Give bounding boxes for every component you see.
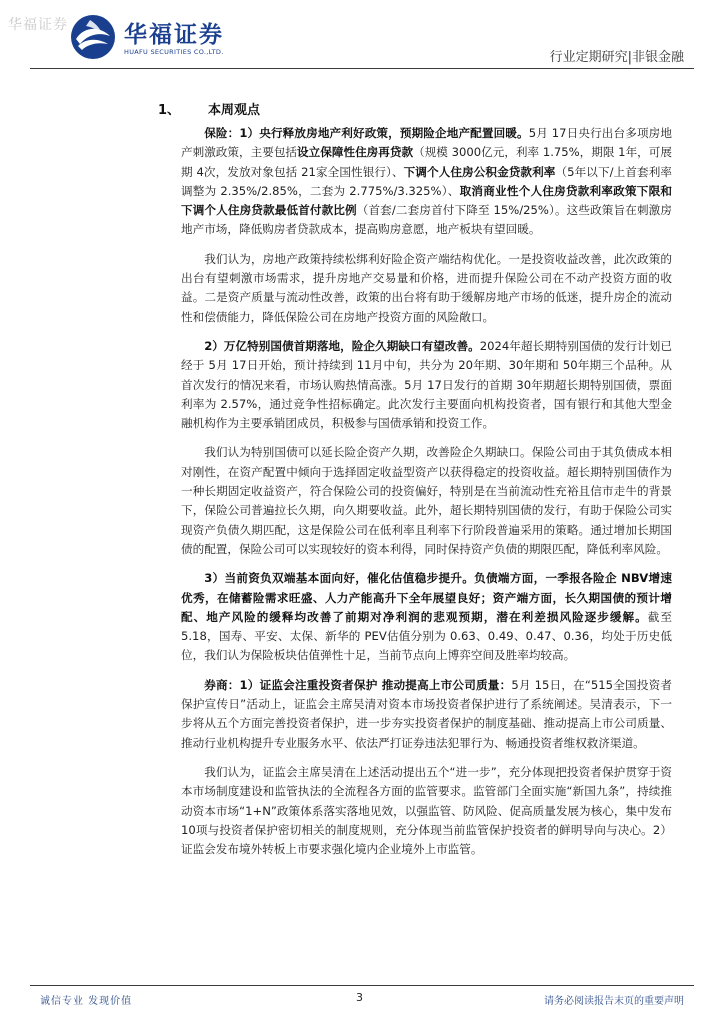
page-number: 3 [356,991,363,1004]
huafu-logo-icon [70,14,116,60]
text-segment: （规模 3000亿元，利率 1.75%，期限 1年，可展期 4次，发放对象包括 21家全国性银行）、 [181,145,672,179]
text-segment: 我们认为，证监会主席吴清在上述活动提出五个“进一步”，充分体现把投资者保护贯穿于资本市场制度建设和监管执法的全流程各方面的监管要求。监管部门全面实施“新国九条”，持续推动资本市场“1+N”政策体系落实落地见效，以强监管、防风险、促高质量发展为核心，集中发布 10项与投资者保护密切相关的制度规则，充分体现当前监管保护投资者的鲜明导向与决心。2）证监会发布境外转板上市要求强化境内企业境外上市监管。 [181,764,672,857]
text-segment: 我们认为特别国债可以延长险企资产久期，改善险企久期缺口。保险公司由于其负债成本相对刚性，在资产配置中倾向于选择固定收益型资产以获得稳定的投资收益。超长期特别国债作为一种长期固定收益资产，符合保险公司的投资偏好，特别是在当前流动性充裕且信市走牛的背景下，保险公司普遍拉长久期，向久期要收益。此外，超长期特别国债的发行，有助于保险公司实现资产负债久期匹配，这是保险公司在低利率且利率下行阶段普遍采用的策略。通过增加长期国债的配置，保险公司可以实现较好的资本利得，同时保持资产负债的期限匹配，降低利率风险。 [181,445,672,556]
watermark: 华福证券 [8,17,68,33]
bold-text-segment: 下调个人住房公积金贷款利率 [403,164,556,179]
bold-text-segment: 2）万亿特别国债首期落地，险企久期缺口有望改善。 [204,338,480,353]
section-title: 本周观点 [208,103,261,118]
paragraph-bonds-view [181,443,672,559]
bold-text-segment: 券商：1）证监会注重投资者保护 推动提高上市公司质量： [204,677,512,692]
section-number: 1、 [158,103,181,118]
body-content [181,124,672,869]
paragraph-property-view [181,250,672,327]
bold-text-segment: 保险：1）央行释放房地产利好政策，预期险企地产配置回暖。 [204,126,529,140]
bold-text-segment: 取消商业性个人住房贷款利率政策下限和下调个人住房贷款最低首付款比例 [181,183,672,218]
footer-disclaimer: 请务必阅读报告末页的重要声明 [544,996,684,1007]
text-segment: 5月 15日，在“515全国投资者保护宣传日”活动上，证监会主席吴清对资本市场投资者保护进行了系统阐述。吴清表示，下一步将从五个方面完善投资者保护，进一步夯实投资者保护的制度基础、推动提高上市公司质量、推动行业机构提升专业服务水平、依法严打证券违法犯罪行为、畅通投资者维权救济渠道。 [181,677,672,750]
paragraph-valuation [181,569,672,665]
text-segment: （5年以下/上首套利率调整为 2.35%/2.85%，二套为 2.775%/3.325%）、 [181,164,672,198]
bold-text-segment: 3）当前资负双端基本面向好，催化估值稳步提升。负债端方面，一季报各险企 NBV增速优秀，在储蓄险需求旺盛、人力产能高升下全年展望良好；资产端方面，长久期国债的预计增配、地产风险的缓释均改善了前期对净利润的悲观预期，潜在利差损风险逐步缓解。 [181,571,672,624]
paragraph-insurance-property [181,124,672,240]
footer-slogan: 诚信专业 发现价值 [40,996,133,1007]
report-type-label: 行业定期研究|非银金融 [549,50,684,65]
footer-divider [30,985,694,986]
text-segment: 5月 17日央行出台多项房地产刺激政策，主要包括 [181,126,672,160]
logo-chinese-name: 华福证券 [124,22,224,48]
logo-english-name: HUAFU SECURITIES CO.,LTD. [124,48,224,56]
header-divider [30,68,694,69]
text-segment: （首套/二套房首付下降至 15%/25%）。这些政策旨在刺激房地产市场，降低购房者贷款成本，提高购房意愿，地产板块有望回暖。 [181,203,672,237]
company-logo [70,12,270,64]
paragraph-brokerage [181,676,672,753]
text-segment: 我们认为，房地产政策持续松绑利好险企资产端结构优化。一是投资收益改善，此次政策的出台有望刺激市场需求，提升房地产交易量和价格，进而提升保险公司在不动产投资方面的收益。二是资产质量与流动性改善，政策的出台将有助于缓解房地产市场的低迷，提升房企的流动性和偿债能力，降低保险公司在房地产投资方面的风险敞口。 [181,251,672,324]
section-heading [158,99,260,118]
text-segment: 2024年超长期特别国债的发行计划已经于 5月 17日开始，预计持续到 11月中旬，共分为 20年期、30年期和 50年期三个品种。从首次发行的情况来看，市场认购热情高涨。5月 17日发行的首期 30年期超长期特别国债，票面利率为 2.57%，通过竞争性招标确定。此次发行主要面向机构投资者，国有银行和其他大型金融机构作为主要承销团成员，积极参与国债承销和投资工作。 [181,338,672,431]
paragraph-brokerage-view [181,763,672,859]
text-segment: 截至 5.18，国寿、平安、太保、新华的 PEV估值分别为 0.63、0.49、0.47、0.36，均处于历史低位，我们认为保险板块估值弹性十足，当前节点向上博弈空间及胜率均较高。 [181,609,672,663]
bold-text-segment: 设立保障性住房再贷款 [297,145,414,160]
paragraph-special-bonds [181,337,672,433]
